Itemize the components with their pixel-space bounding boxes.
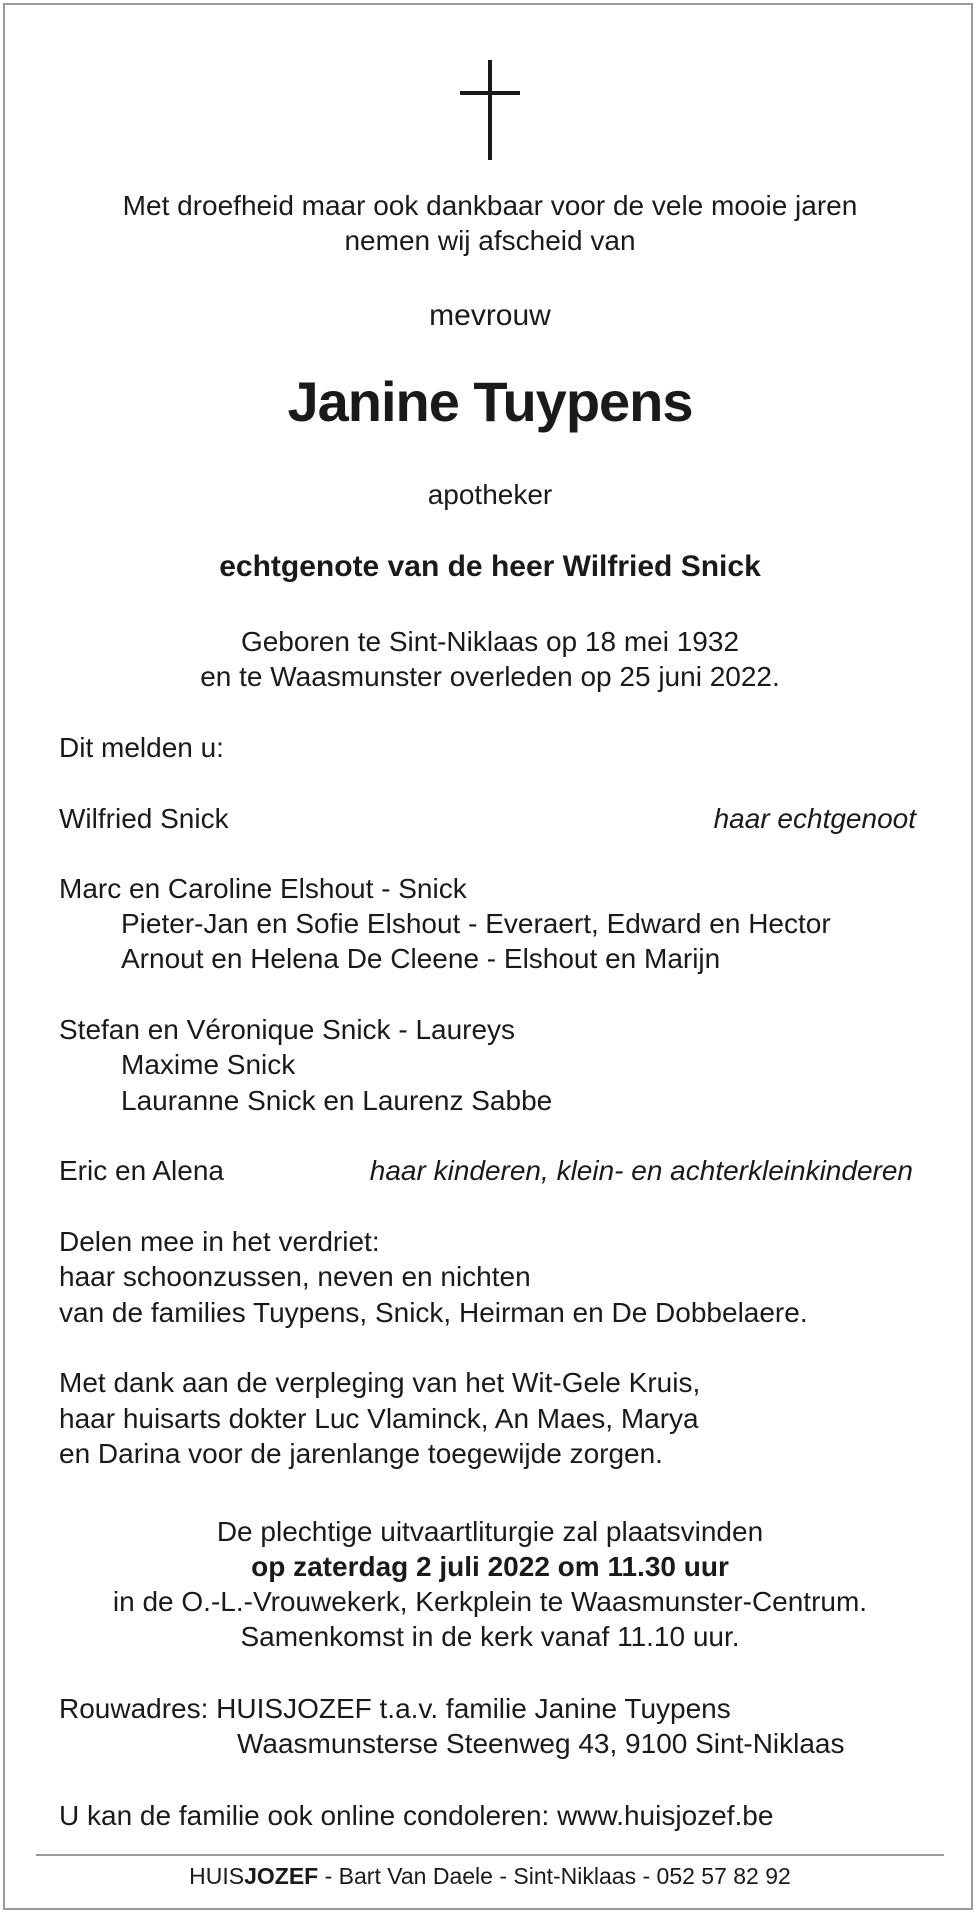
family-line: Eric en Alena	[59, 1155, 224, 1186]
footer-brand-bold: JOZEF	[244, 1863, 319, 1889]
intro-line-2: nemen wij afscheid van	[344, 225, 636, 256]
family-role: haar kinderen, klein- en achterkleinkinderen	[369, 1155, 913, 1186]
birth-line-2: en te Waasmunster overleden op 25 juni 2022.	[200, 661, 780, 692]
family-line: Maxime Snick	[121, 1049, 296, 1080]
footer-details: - Bart Van Daele - Sint-Niklaas - 052 57 82 92	[318, 1863, 791, 1889]
online-condolence: U kan de familie ook online condoleren: www.huisjozef.be	[59, 1800, 774, 1831]
honorific: mevrouw	[429, 299, 551, 332]
spouse-role: haar echtgenoot	[713, 803, 916, 834]
family-line: Marc en Caroline Elshout - Snick	[59, 873, 467, 904]
footer-brand-prefix: HUIS	[189, 1863, 245, 1889]
family-line: Pieter-Jan en Sofie Elshout - Everaert, Edward en Hector	[121, 908, 831, 939]
funeral-line-4: Samenkomst in de kerk vanaf 11.10 uur.	[240, 1621, 740, 1652]
intro-line-1: Met droefheid maar ook dankbaar voor de vele mooie jaren	[122, 190, 858, 221]
footer-divider	[36, 1854, 944, 1856]
sharing-line: Delen mee in het verdriet:	[59, 1226, 380, 1257]
thanks-line: en Darina voor de jarenlange toegewijde zorgen.	[59, 1438, 663, 1469]
deceased-name: Janine Tuypens	[287, 370, 693, 433]
family-line: Lauranne Snick en Laurenz Sabbe	[121, 1085, 553, 1116]
funeral-date: op zaterdag 2 juli 2022 om 11.30 uur	[251, 1551, 729, 1582]
sharing-line: van de families Tuypens, Snick, Heirman en De Dobbelaere.	[59, 1297, 808, 1328]
spouse-line: echtgenote van de heer Wilfried Snick	[219, 550, 761, 583]
profession: apotheker	[427, 479, 553, 510]
family-line: Arnout en Helena De Cleene - Elshout en Marijn	[121, 943, 721, 974]
thanks-line: Met dank aan de verpleging van het Wit-Gele Kruis,	[59, 1367, 701, 1398]
address-line-2: Waasmunsterse Steenweg 43, 9100 Sint-Niklaas	[237, 1728, 845, 1759]
address-line-1: Rouwadres: HUISJOZEF t.a.v. familie Janine Tuypens	[59, 1693, 731, 1724]
thanks-line: haar huisarts dokter Luc Vlaminck, An Maes, Marya	[59, 1403, 699, 1434]
family-line: Stefan en Véronique Snick - Laureys	[59, 1014, 516, 1045]
footer	[0, 1862, 980, 1890]
birth-line-1: Geboren te Sint-Niklaas op 18 mei 1932	[240, 626, 740, 657]
funeral-line-1: De plechtige uitvaartliturgie zal plaatsvinden	[216, 1516, 764, 1547]
sharing-line: haar schoonzussen, neven en nichten	[59, 1261, 531, 1292]
announce-label: Dit melden u:	[59, 732, 224, 763]
spouse-name: Wilfried Snick	[59, 803, 229, 834]
funeral-line-3: in de O.-L.-Vrouwekerk, Kerkplein te Waasmunster-Centrum.	[112, 1586, 868, 1617]
cross-icon	[460, 60, 520, 160]
